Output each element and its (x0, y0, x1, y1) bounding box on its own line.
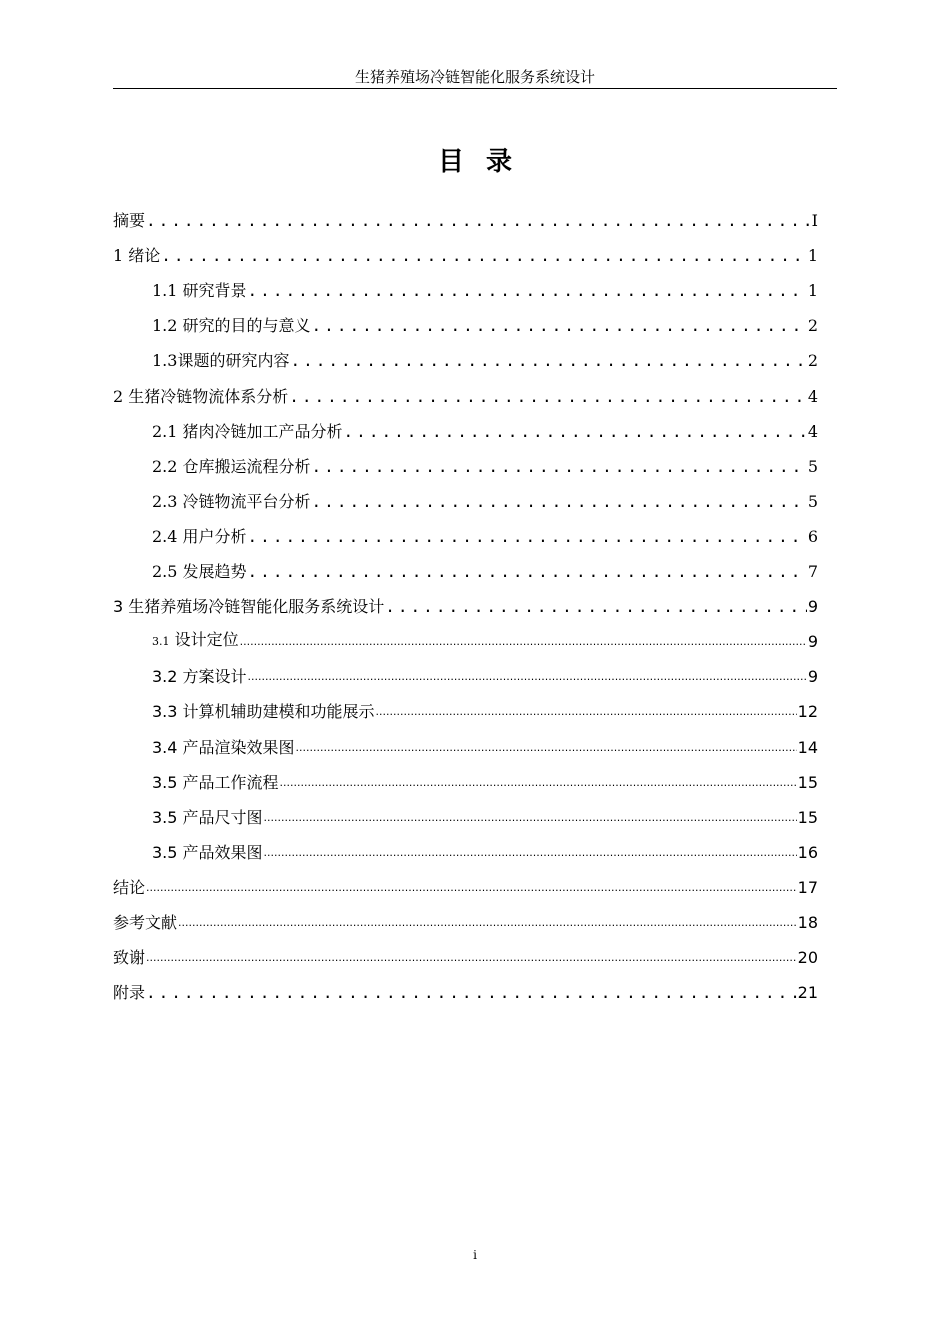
toc-entry-label (152, 630, 239, 652)
toc-entry[interactable] (113, 238, 818, 266)
toc-entry-text: 设计定位 (169, 630, 239, 650)
toc-dot-leader (146, 983, 797, 1003)
toc-dot-leader (248, 527, 807, 547)
toc-entry-page: 15 (797, 772, 818, 792)
toc-entry-page: 16 (797, 842, 818, 862)
toc-entry-page: 5 (807, 491, 818, 511)
toc-entry-label: 2.4 用户分析 (152, 526, 247, 546)
toc-dot-leader (344, 422, 807, 442)
toc-entry-label: 摘要 (113, 211, 146, 230)
toc-entry-page: 9 (807, 632, 818, 652)
toc-dot-leader (178, 913, 797, 933)
toc-entry[interactable] (152, 414, 818, 442)
toc-entry-page: 4 (807, 386, 818, 406)
header-rule (113, 88, 837, 89)
toc-entry[interactable] (113, 379, 818, 407)
toc-entry[interactable] (152, 624, 818, 652)
toc-dot-leader (296, 738, 797, 758)
toc-entry-label: 2 生猪冷链物流体系分析 (113, 386, 289, 406)
toc-dot-leader (240, 632, 807, 652)
toc-entry-label: 3.5 产品工作流程 (152, 772, 279, 792)
toc-dot-leader (248, 281, 807, 301)
toc-entry[interactable] (152, 554, 818, 582)
toc-entry[interactable] (152, 449, 818, 477)
running-header: 生猪养殖场冷链智能化服务系统设计 (354, 68, 595, 86)
toc-entry[interactable] (113, 975, 818, 1003)
toc-entry[interactable] (152, 835, 818, 863)
toc-entry[interactable] (152, 484, 818, 512)
toc-entry[interactable] (152, 519, 818, 547)
toc-dot-leader (312, 316, 807, 336)
toc-entry[interactable] (152, 730, 818, 758)
toc-entry-page: 6 (807, 526, 818, 546)
toc-dot-leader (290, 351, 806, 371)
toc-entry-page: 2 (807, 351, 818, 371)
toc-entry[interactable] (113, 589, 818, 617)
toc-dot-leader (312, 457, 807, 477)
toc-dot-leader (376, 702, 797, 722)
toc-entry-page: 17 (797, 877, 818, 897)
toc-entry-page: 1 (807, 281, 818, 301)
toc-entry-page: I (811, 211, 818, 230)
toc-entry[interactable] (152, 800, 818, 828)
toc-entry-label: 3.4 产品渲染效果图 (152, 737, 295, 757)
toc-entry-page: 14 (797, 737, 818, 757)
toc-entry[interactable] (152, 659, 818, 687)
toc-entry-page: 15 (797, 807, 818, 827)
toc-entry-page: 9 (807, 597, 818, 617)
toc-entry-page: 12 (797, 702, 818, 722)
toc-entry-label: 2.5 发展趋势 (152, 562, 247, 581)
toc-entry[interactable] (152, 765, 818, 793)
toc-entry-label: 2.2 仓库搬运流程分析 (152, 456, 311, 476)
toc-dot-leader (248, 667, 807, 687)
toc-entry[interactable] (113, 203, 818, 231)
page-title: 目录 (437, 147, 534, 177)
toc-entry[interactable] (152, 273, 818, 301)
toc-entry-label: 3 生猪养殖场冷链智能化服务系统设计 (113, 597, 385, 617)
toc-dot-leader (248, 562, 807, 582)
toc-entry[interactable] (113, 905, 818, 933)
toc-entry-label: 1.2 研究的目的与意义 (152, 316, 311, 336)
toc-entry-label: 1.3课题的研究内容 (152, 351, 290, 371)
toc-entry-page: 9 (807, 667, 818, 687)
toc-entry-label: 致谢 (113, 948, 146, 968)
toc-entry-label: 2.3 冷链物流平台分析 (152, 491, 311, 511)
toc-dot-leader (385, 597, 807, 617)
toc-entry[interactable] (152, 694, 818, 722)
toc-dot-leader (280, 773, 797, 793)
toc-dot-leader (289, 387, 807, 407)
toc-entry-label: 3.2 方案设计 (152, 667, 247, 687)
toc-entry-page: 20 (797, 948, 818, 968)
toc-dot-leader (264, 808, 797, 828)
toc-entry-page: 2 (807, 316, 818, 336)
toc-entry-label: 1 绪论 (113, 246, 161, 266)
toc-entry-label: 参考文献 (113, 913, 178, 932)
toc-entry-page: 1 (807, 246, 818, 266)
toc-entry-label: 1.1 研究背景 (152, 281, 247, 301)
toc-entry-number: 3.1 (152, 635, 170, 649)
toc-dot-leader (264, 843, 797, 863)
toc-dot-leader (312, 492, 807, 512)
toc-entry-page: 7 (807, 562, 818, 581)
toc-entry-label: 结论 (113, 877, 146, 897)
toc-entry[interactable] (152, 308, 818, 336)
toc-dot-leader (146, 878, 797, 898)
toc-entry[interactable] (113, 940, 818, 968)
toc-entry-label: 2.1 猪肉冷链加工产品分析 (152, 421, 343, 441)
toc-entry[interactable] (152, 343, 818, 371)
toc-dot-leader (146, 211, 811, 231)
toc-dot-leader (161, 246, 807, 266)
toc-entry-label: 3.3 计算机辅助建模和功能展示 (152, 702, 375, 722)
toc-entry[interactable] (113, 870, 818, 898)
toc-dot-leader (146, 948, 797, 968)
toc-entry-page: 4 (807, 421, 818, 441)
toc-entry-label: 附录 (113, 983, 146, 1003)
toc-entry-label: 3.5 产品尺寸图 (152, 807, 263, 827)
toc-entry-page: 21 (797, 983, 818, 1003)
toc-entry-label: 3.5 产品效果图 (152, 842, 263, 862)
toc-entry-page: 18 (797, 913, 818, 932)
page-number: i (473, 1248, 477, 1262)
toc-entry-page: 5 (807, 456, 818, 476)
